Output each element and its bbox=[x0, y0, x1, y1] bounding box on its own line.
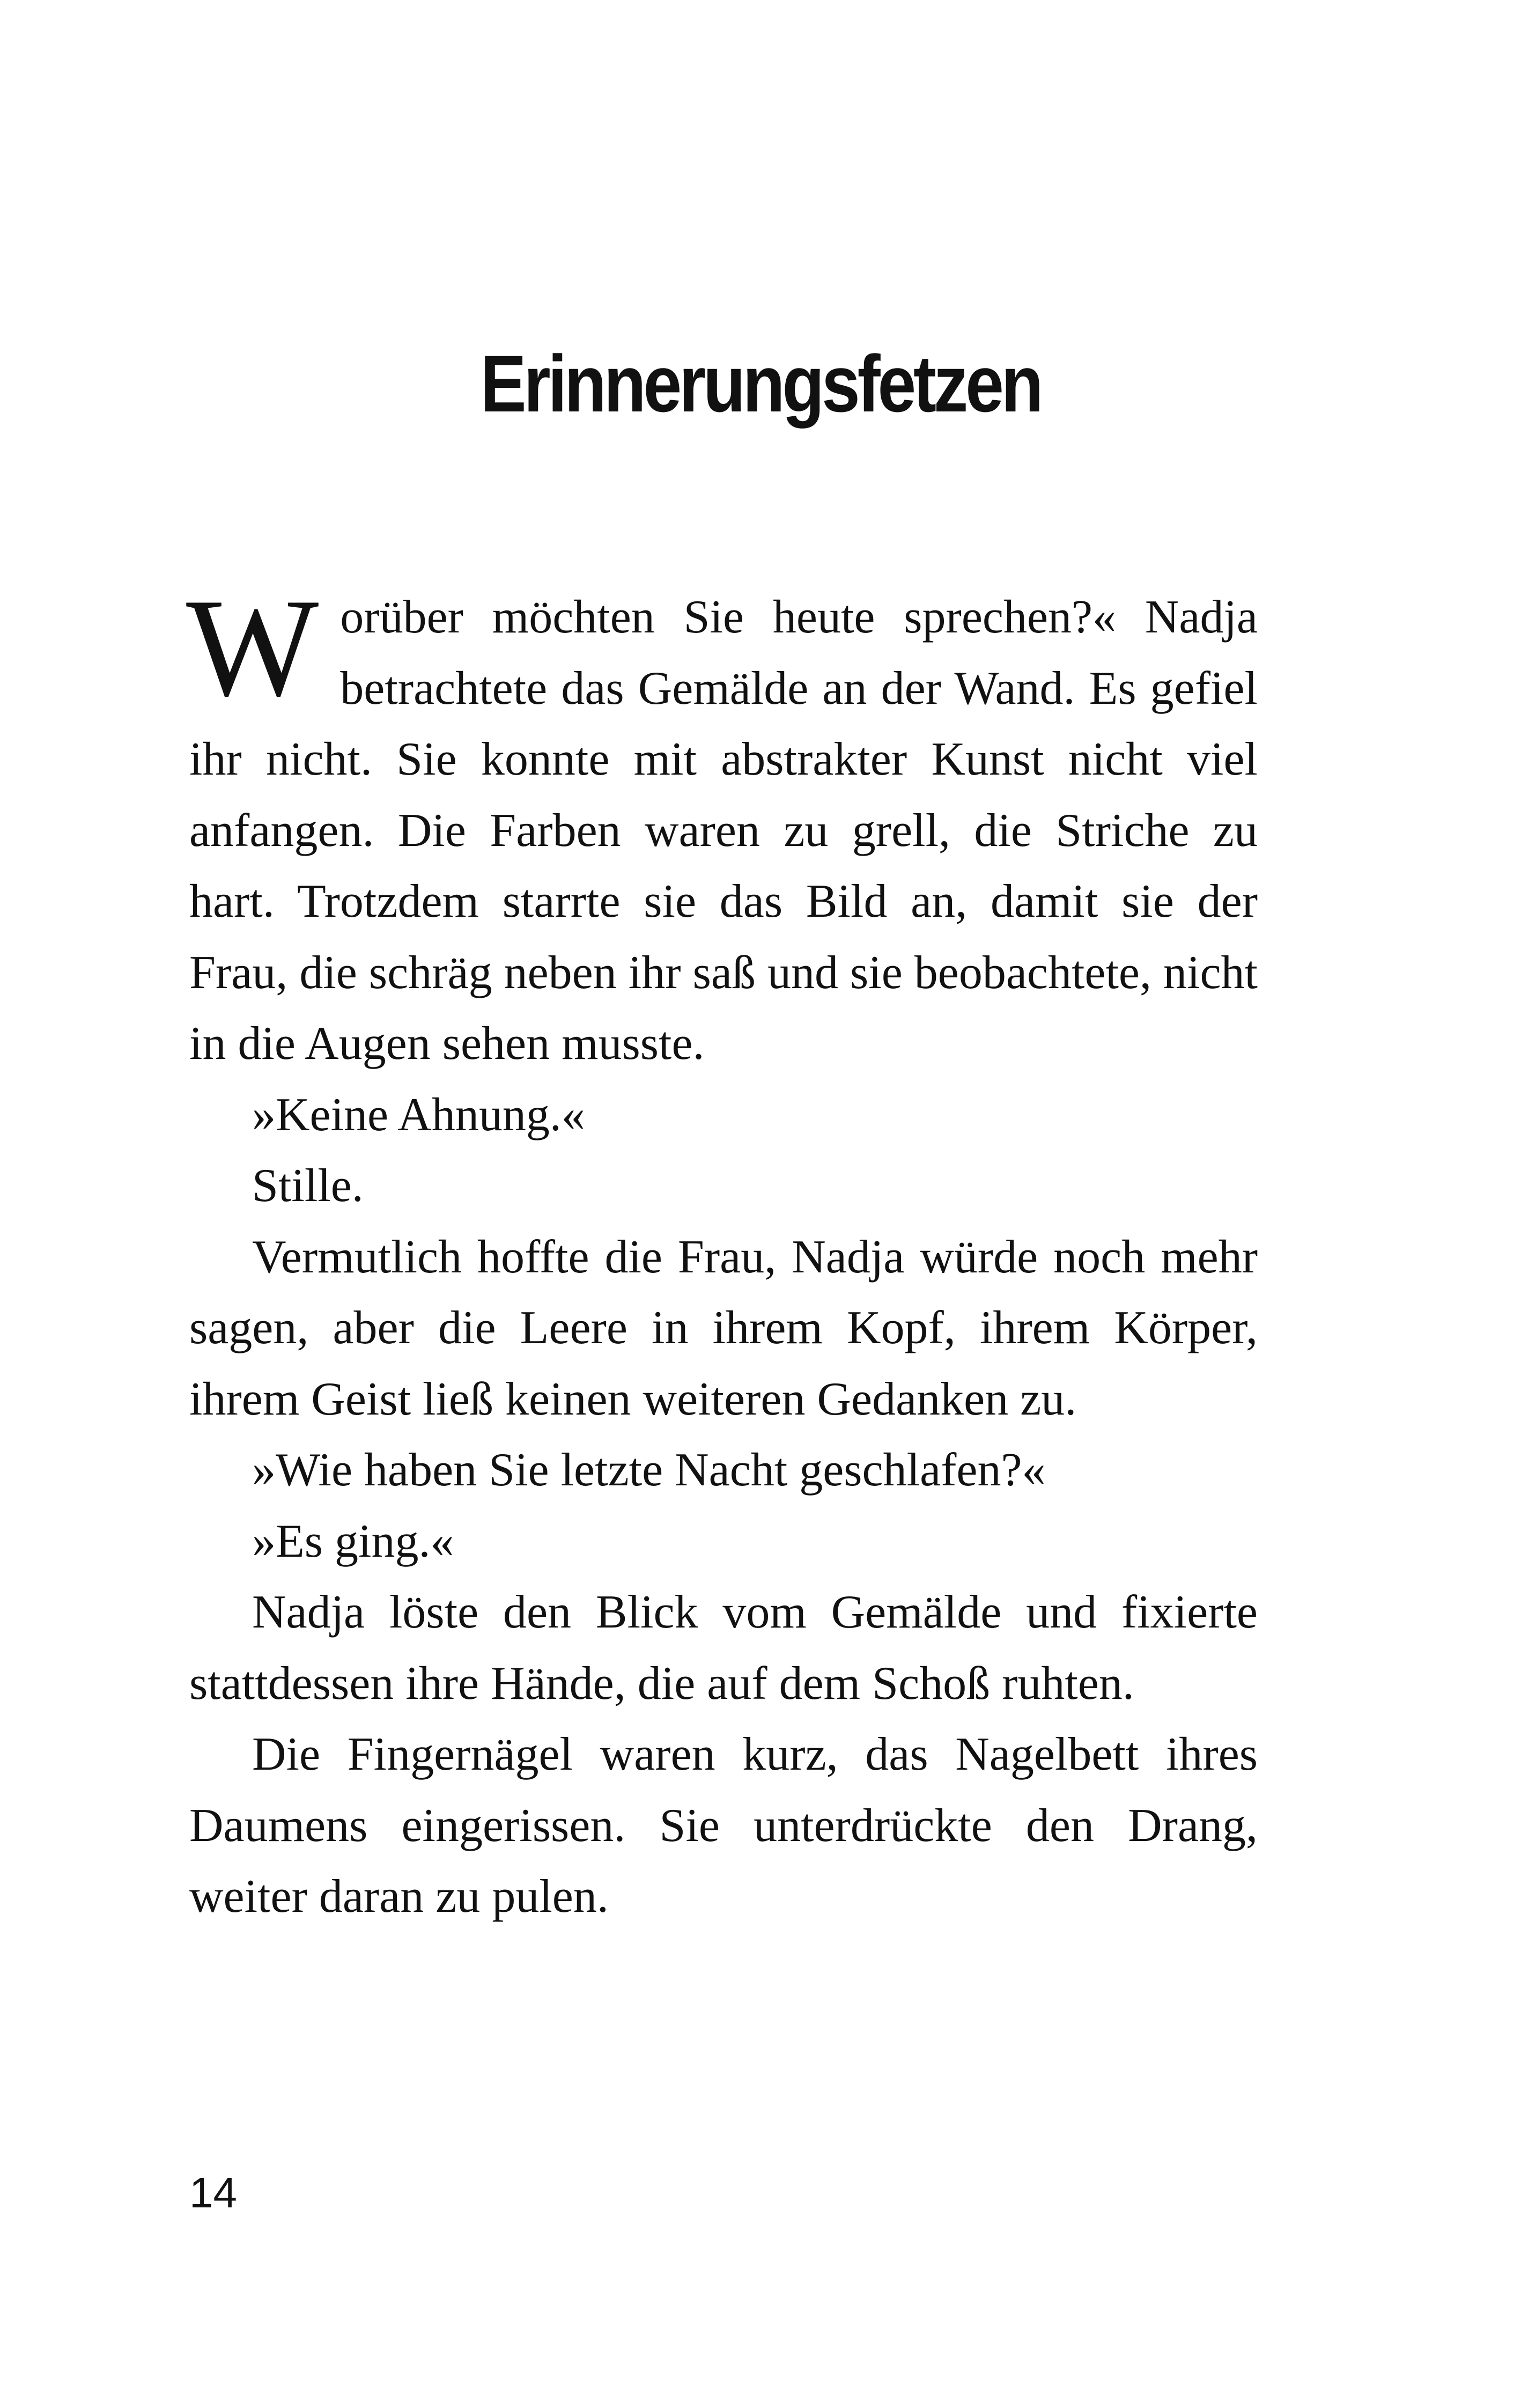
paragraph-opening bbox=[186, 570, 1258, 1080]
paragraph: Nadja löste den Blick vom Gemälde und fixierte stattdessen ihre Hände, die auf dem Schoß ruhten. bbox=[189, 1586, 1258, 1710]
paragraph: Die Fingernägel waren kurz, das Nagelbett ihres Daumens eingerissen. Sie unterdrückte den Drang, weiter daran zu pulen. bbox=[189, 1728, 1258, 1923]
paragraph: »Wie haben Sie letzte Nacht geschlafen?« bbox=[252, 1444, 1046, 1496]
paragraph: Vermutlich hoffte die Frau, Nadja würde noch mehr sagen, aber die Leere in ihrem Kopf, ihrem Körper, ihrem Geist ließ keinen weiteren Gedanken zu. bbox=[189, 1231, 1258, 1425]
body-text bbox=[186, 570, 1258, 1933]
paragraph: »Es ging.« bbox=[252, 1515, 454, 1567]
paragraph-text: orüber möchten Sie heute sprechen?« Nadja betrachtete das Gemälde an der Wand. Es gefiel ihr nicht. Sie konnte mit abstrakter Kunst nicht viel anfangen. Die Farben waren zu grell, die Striche zu hart. Trotzdem starrte sie das Bild an, damit sie der Frau, die schräg neben ihr saß und sie beobachtete, nicht in die Augen sehen musste. bbox=[189, 591, 1258, 1070]
paragraph: »Keine Ahnung.« bbox=[252, 1088, 585, 1141]
page-number: 14 bbox=[189, 2169, 237, 2216]
drop-cap: W bbox=[186, 570, 319, 725]
paragraph: Stille. bbox=[252, 1160, 364, 1212]
chapter-title: Erinnerungsfetzen bbox=[480, 338, 1041, 429]
